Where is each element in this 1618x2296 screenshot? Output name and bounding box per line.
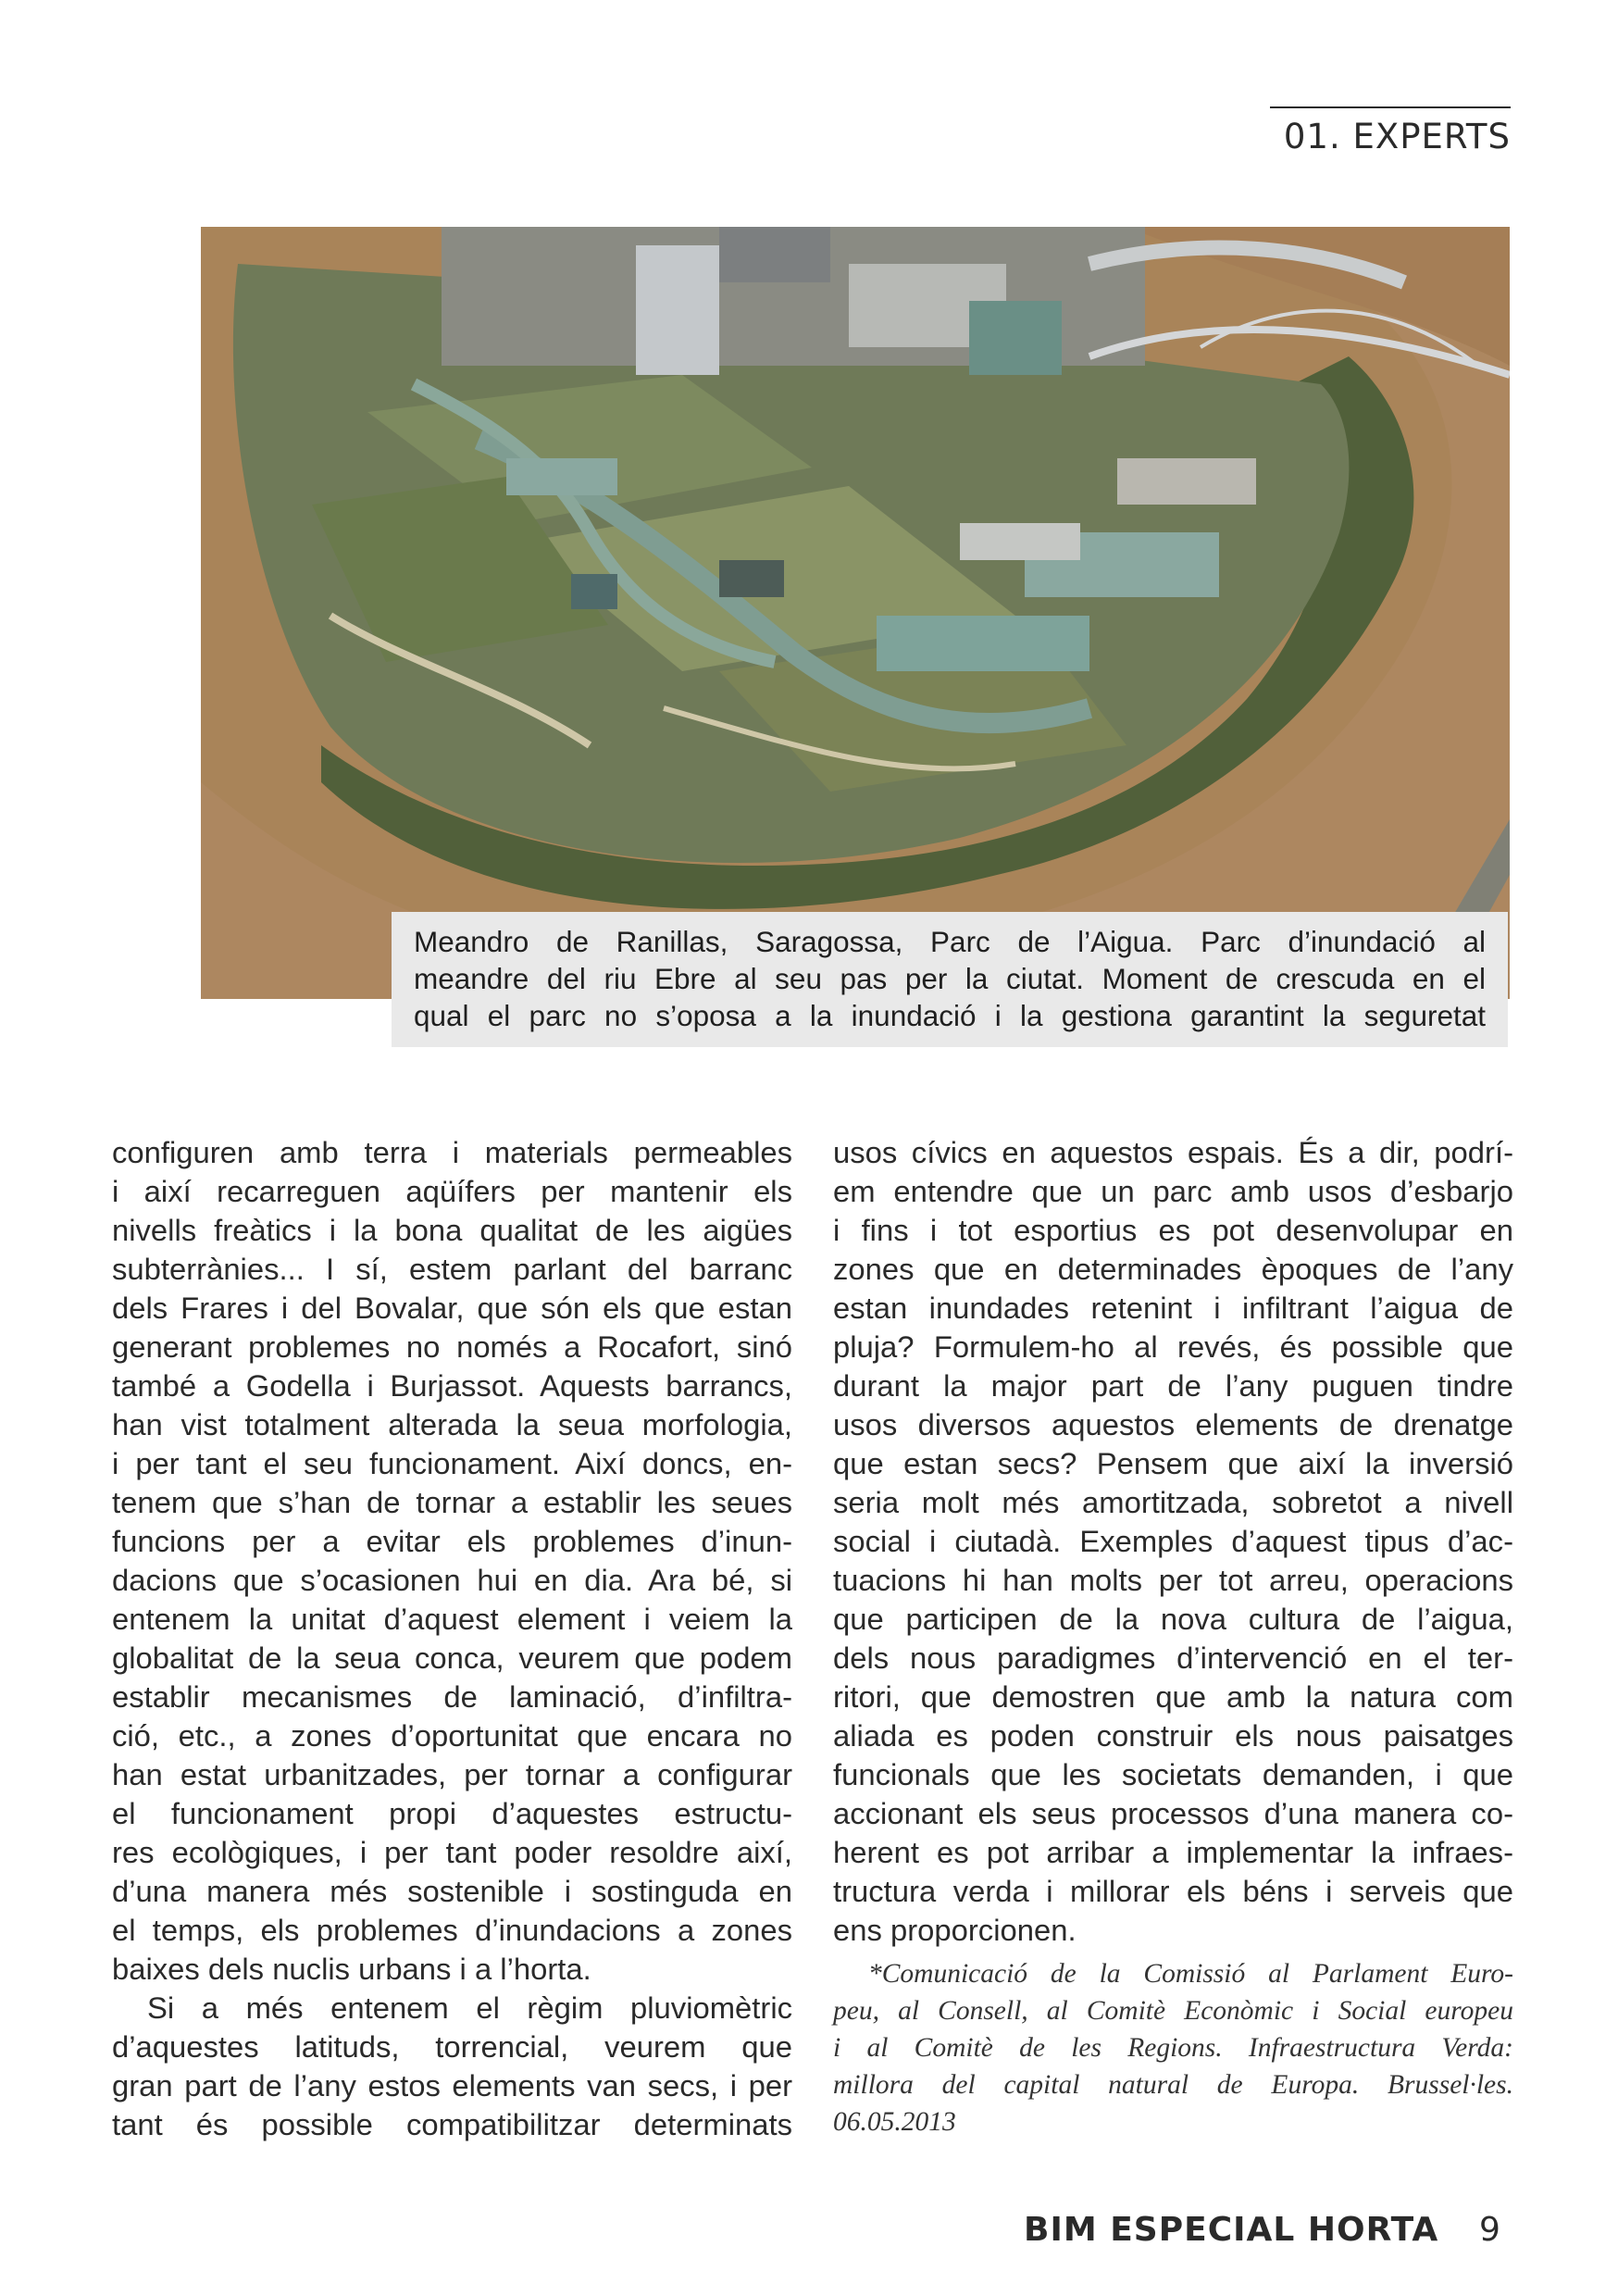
body-line: han estat urbanitzades, per tornar a configurar	[112, 1757, 792, 1791]
body-line: Si a més entenem el règim pluviomètric	[147, 1990, 792, 2025]
body-line: funcions per a evitar els problemes d’inun-	[112, 1524, 792, 1558]
body-line: dels nous paradigmes d’intervenció en el ter-	[833, 1641, 1513, 1675]
photo-caption	[392, 912, 1508, 1047]
footnote-line: millora del capital natural de Europa. Brussel·les.	[833, 2070, 1513, 2100]
footer-publication-title: BIM ESPECIAL HORTA	[1024, 2211, 1439, 2249]
body-line: dels Frares i del Bovalar, que són els que estan	[112, 1291, 792, 1325]
caption-line: qual el parc no s’oposa a la inundació i la gestiona garantint la seguretat	[414, 999, 1486, 1032]
body-line: herent es pot arribar a implementar la infraes-	[833, 1835, 1513, 1869]
body-line: han vist totalment alterada la seua morfologia,	[112, 1407, 792, 1441]
body-line: estan inundades retenint i infiltrant l’aigua de	[833, 1291, 1513, 1325]
body-line: establir mecanismes de laminació, d’infiltra-	[112, 1679, 792, 1714]
body-line: subterrànies... I sí, estem parlant del barranc	[112, 1252, 792, 1286]
header-rule	[1270, 106, 1511, 108]
footnote-line: i al Comitè de les Regions. Infraestructura Verda:	[833, 2033, 1513, 2063]
footnote-line: 06.05.2013	[833, 2107, 956, 2137]
body-line: em entendre que un parc amb usos d’esbarjo	[833, 1174, 1513, 1208]
body-line: ritori, que demostren que amb la natura com	[833, 1679, 1513, 1714]
body-line: tant és possible compatibilitzar determinats	[112, 2107, 792, 2141]
left-column	[112, 1133, 792, 2144]
caption-line: meandre del riu Ebre al seu pas per la ciutat. Moment de crescuda en el	[414, 962, 1486, 995]
body-line: globalitat de la seua conca, veurem que podem	[112, 1641, 792, 1675]
body-line: durant la major part de l’any puguen tindre	[833, 1368, 1513, 1403]
body-line: el funcionament propi d’aquestes estructu-	[112, 1796, 792, 1830]
body-line: tructura verda i millorar els béns i serveis que	[833, 1874, 1513, 1908]
body-line: seria molt més amortitzada, sobretot a nivell	[833, 1485, 1513, 1519]
body-line: ció, etc., a zones d’oportunitat que encara no	[112, 1718, 792, 1753]
body-line: baixes dels nuclis urbans i a l’horta.	[112, 1952, 591, 1986]
body-line: també a Godella i Burjassot. Aquests barrancs,	[112, 1368, 792, 1403]
body-line: i així recarreguen aqüífers per mantenir els	[112, 1174, 792, 1208]
body-line: d’una manera més sostenible i sostinguda en	[112, 1874, 792, 1908]
aerial-photo-illustration	[201, 227, 1510, 999]
body-line: d’aquestes latituds, torrencial, veurem que	[112, 2029, 792, 2064]
body-line: usos diversos aquestos elements de drenatge	[833, 1407, 1513, 1441]
body-line: configuren amb terra i materials permeables	[112, 1135, 792, 1169]
body-line: que participen de la nova cultura de l’aigua,	[833, 1602, 1513, 1636]
body-line: gran part de l’any estos elements van secs, i per	[112, 2068, 792, 2103]
footnote	[833, 1955, 1513, 2140]
aerial-photo	[201, 227, 1510, 999]
right-column	[833, 1133, 1513, 2140]
body-line: social i ciutadà. Exemples d’aquest tipus d’ac-	[833, 1524, 1513, 1558]
body-line: dacions que s’ocasionen hui en dia. Ara bé, si	[112, 1563, 792, 1597]
body-line: funcionals que les societats demanden, i que	[833, 1757, 1513, 1791]
body-line: i per tant el seu funcionament. Així doncs, en-	[112, 1446, 792, 1480]
body-line: entenem la unitat d’aquest element i veiem la	[112, 1602, 792, 1636]
body-line: usos cívics en aquestos espais. És a dir, podrí-	[833, 1135, 1513, 1169]
body-line: ens proporcionen.	[833, 1913, 1077, 1947]
body-line: que estan secs? Pensem que així la inversió	[833, 1446, 1513, 1480]
caption-line: Meandro de Ranillas, Saragossa, Parc de l’Aigua. Parc d’inundació al	[414, 925, 1486, 958]
body-line: aliada es poden construir els nous paisatges	[833, 1718, 1513, 1753]
footnote-line: *Comunicació de la Comissió al Parlament Euro-	[868, 1959, 1513, 1989]
footnote-line: peu, al Consell, al Comitè Econòmic i Social europeu	[833, 1996, 1513, 2026]
body-line: el temps, els problemes d’inundacions a zones	[112, 1913, 792, 1947]
body-line: tuacions hi han molts per tot arreu, operacions	[833, 1563, 1513, 1597]
body-line: generant problemes no només a Rocafort, sinó	[112, 1329, 792, 1364]
page-number: 9	[1479, 2211, 1500, 2249]
body-line: nivells freàtics i la bona qualitat de les aigües	[112, 1213, 792, 1247]
body-line: i fins i tot esportius es pot desenvolupar en	[833, 1213, 1513, 1247]
body-line: tenem que s’han de tornar a establir les seues	[112, 1485, 792, 1519]
body-line: zones que en determinades èpoques de l’any	[833, 1252, 1513, 1286]
body-line: res ecològiques, i per tant poder resoldre així,	[112, 1835, 792, 1869]
section-title: 01. EXPERTS	[1283, 117, 1511, 156]
body-line: pluja? Formulem-ho al revés, és possible que	[833, 1329, 1513, 1364]
body-line: accionant els seus processos d’una manera co-	[833, 1796, 1513, 1830]
